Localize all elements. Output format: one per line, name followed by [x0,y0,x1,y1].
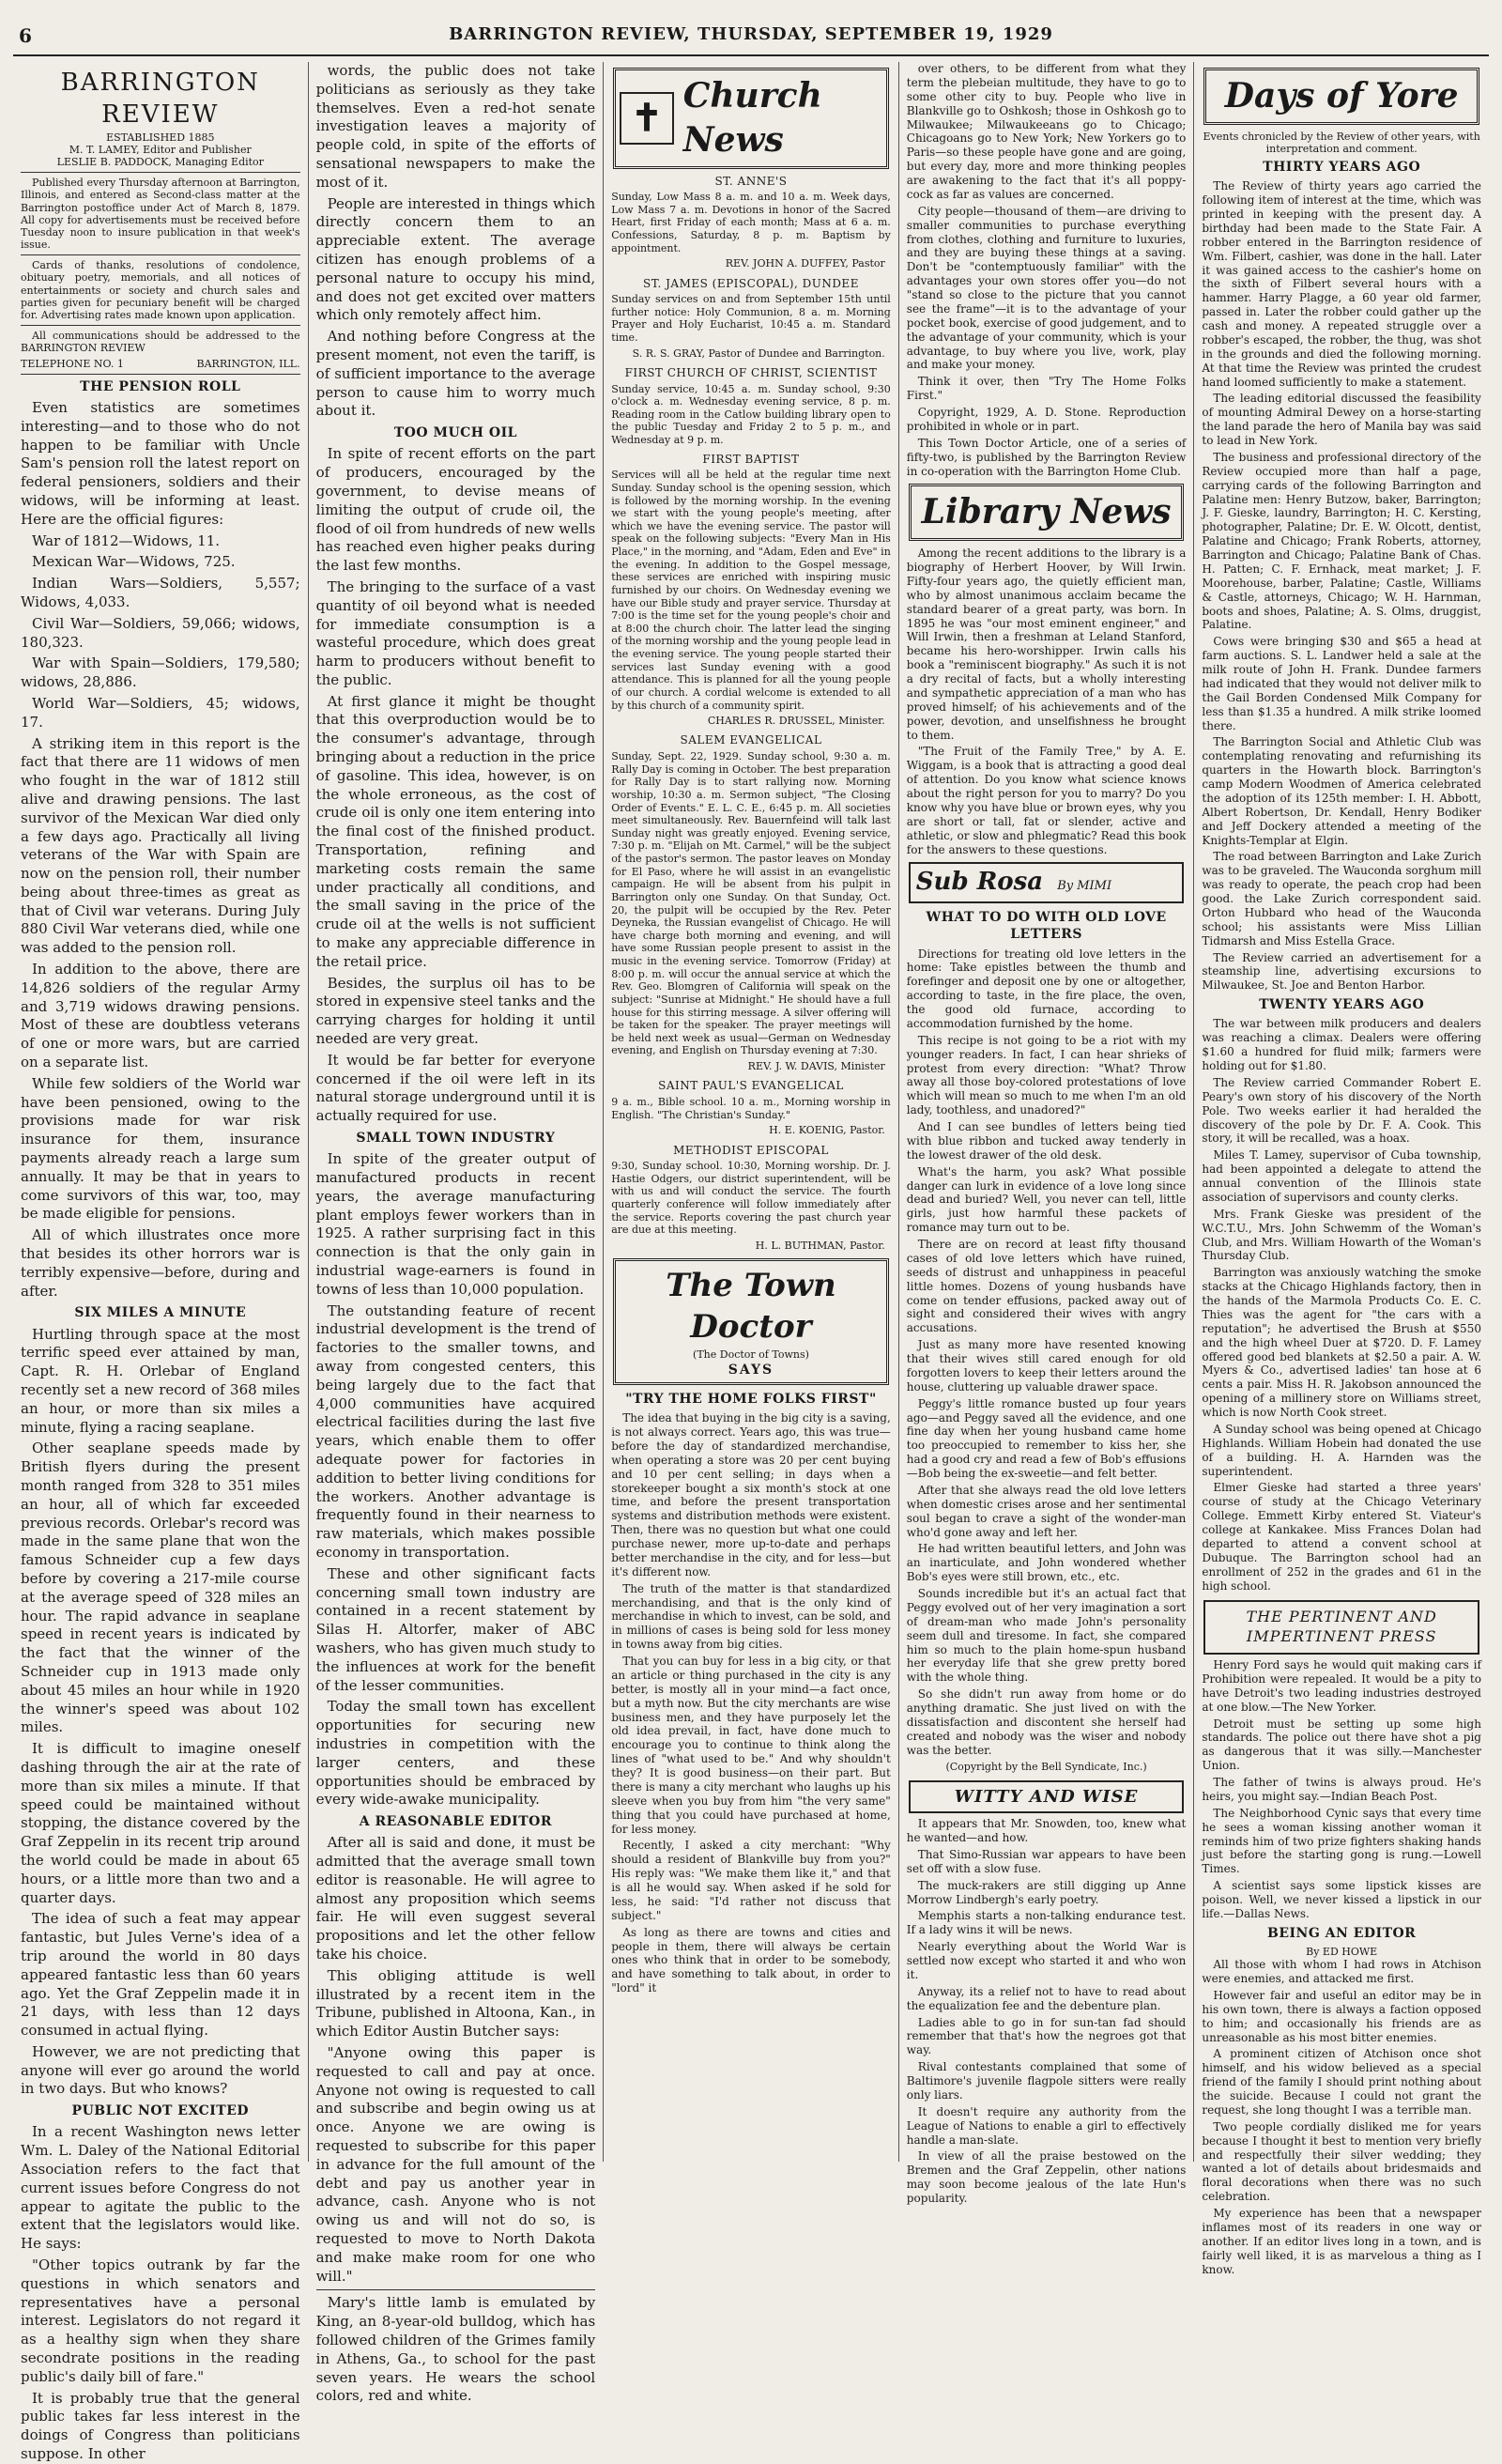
witty-item: Rival contestants complained that some of Baltimore's juvenile flagpole sitters were really only liars. [906,2060,1187,2102]
yore-paragraph: The road between Barrington and Lake Zurich was to be graveled. The Wauconda sorghum mill was ready to operate, the peach crop had been good. the Lake Zurich correspondent said. Orton Hubbard who head of the Wauconda school; his assistants were Miss Lillian Tidmarsh and Miss Estella Grace. [1202,850,1481,947]
yore-paragraph: The Barrington Social and Athletic Club was contemplating renovating and refurnishing its quarters in the Howarth block. Barrington's camp Modern Woodmen of America celebrated the adoption of its 125th member: I. H. Abbott, Albert Robertson, Dr. Kendall, Henry Bodiker and Jeff Dockery attended a meeting of the Knights-Templar at Elgin. [1202,735,1481,847]
being-editor-paragraph: My experience has been that a newspaper inflames most of its readers in one way or another. If an editor lives long in a town, and is fairly well liked, it is as marvelous a thing as I know. [1202,2207,1481,2276]
public-continued: words, the public does not take politicians as seriously as they take themselves. Even a red-hot senate investigation leaves a majority of people cold, in spite of the efforts of sensational newspapers to make the most of it. [315,62,596,191]
library-paragraph: Among the recent additions to the library is a biography of Herbert Hoover, by Will Irwin. Fifty-four years ago, the quietly efficient man, who by almost unanimous acclaim became the standard bearer of a great party, was born. In 1895 he was "our most eminent engineer," and Will Irwin, then a freshman at Leland Stanford, became his hero-worshipper. Irwin calls his book a "reminiscent biography." As such it is not a dry recital of facts, but a wholly interesting and sympathetic appreciation of a man who has proved himself; of his achievements and of the power, devotion, and unselfishness he brought to them. [906,547,1187,742]
column-2 [309,62,605,2405]
church-name: FIRST BAPTIST [702,452,800,466]
six-miles-paragraph: However, we are not predicting that anyone will ever go around the world in two days. But who knows? [21,2042,300,2098]
series-line: This Town Doctor Article, one of a series of fifty-two, is published by the Barrington Review in co-operation with the Barrington Home Club. [906,436,1187,478]
sub-rosa-byline: By MIMI [1057,879,1112,894]
sub-rosa-paragraph: And I can see bundles of letters being tied with blue ribbon and tucked away tenderly in the lowest drawer of the old desk. [906,1120,1187,1162]
yore-paragraph: Cows were bringing $30 and $65 a head at farm auctions. S. L. Landwer held a sale at the milk route of John H. Frank. Dundee farmers had indicated that they would not deliver milk to the Gail Borden Condensed Milk Company for less than $1.35 a hundred. A milk strike loomed there. [1202,635,1481,732]
industry-title: SMALL TOWN INDUSTRY [356,1131,556,1147]
yore-paragraph: A Sunday school was being opened at Chicago Highlands. William Hobein had donated the use of a building. H. A. Harnden was the superintendent. [1202,1422,1481,1478]
paper-name: BARRINGTON REVIEW [60,69,260,129]
six-miles-paragraph: Other seaplane speeds made by British flyers during the present month ranged from 328 to 351 miles an hour, all of which far exceeded previous records. Orlebar's record was made in the same plane that won the famous Schneider cup a few days before by covering a 217-mile course at the average speed of 328 miles an hour. The rapid advance in seaplane speed in recent years is indicated by the fact that the winner of the Schneider cup in 1913 made only about 45 miles an hour while in 1920 the winner's speed was about 102 miles. [21,1440,300,1736]
editor-line: M. T. LAMEY, Editor and Publisher [69,143,252,156]
oil-paragraph: In spite of recent efforts on the part of producers, encouraged by the government, to devise means of limiting the output of crude oil, the flood of oil from hundreds of new wells has reached even higher peaks during the last few months. [315,445,596,575]
church-pastor: H. E. KOENIG, Pastor. [769,1124,885,1137]
sub-rosa-paragraph: After that she always read the old love letters when domestic crises arose and her sentimental soul began to crave a sight of the wonder-man who'd gone away and left her. [906,1483,1187,1539]
press-item: Henry Ford says he would quit making cars if Prohibition were repealed. It would be a pity to have Detroit's two leading industries destroyed at one blow.—The New Yorker. [1202,1658,1481,1714]
witty-item: It doesn't require any authority from the League of Nations to enable a girl to effectively handle a man-slate. [906,2104,1187,2147]
being-editor-paragraph: However fair and useful an editor may be in his own town, there is always a faction opposed to him; and occasionally his friends are as unreasonable as his most bitter enemies. [1202,1988,1481,2044]
sub-rosa-paragraph: Sounds incredible but it's an actual fact that Peggy evolved out of her very imagination a sort of dream-man who made John's personality seem dull and tiresome. In fact, she compared him so much to the plain home-spun husband her everyday life that she grew pretty bored with the whole thing. [906,1587,1187,1685]
try-continued: over others, to be different from what they term the plebeian multitude, they have to go to some other city to buy. People who live in Blankville go to Oshkosh; those in Oshkosh go to Milwaukee; Milwaukeeans go to Chicago; Chicagoans go to New York; New Yorkers go to Paris—so these people have gone and are going, but every day, more and more thinking peoples are awakening to the fact that it's all poppy-cock as far as values are concerned. [906,62,1187,201]
yore-paragraph: The business and professional directory of the Review occupied more than half a page, carrying cards of the following Barrington and Palatine men: Henry Butzow, baker, Barrington; J. F. Gieske, laundry, Barrington; H. C. Kersting, photographer, Palatine; Dr. E. W. Olcott, dentist, Palatine and Chicago; Frank Roberts, attorney, Barrington and Chicago; Palatine Bank of Chas. H. Patten; C. F. Ernhack, meat market; J. F. Moorehouse, barber, Palatine; Castle, Williams & Castle, attorneys, Chicago; W. H. Harnman, boots and shoes, Palatine; A. S. Olms, druggist, Palatine. [1202,450,1481,632]
pension-line: World War—Soldiers, 45; widows, 17. [21,694,300,731]
try-paragraph: As long as there are towns and cities and people in them, there will always be certain ones who think that in order to be somebody, and have something to talk about, in order to "lord" it [611,1925,891,1995]
church-name: SALEM EVANGELICAL [680,733,822,747]
press-item: Detroit must be setting up some high standards. The police out there have shot a pig as dangerous that it was silly.—Manchester Union. [1202,1717,1481,1773]
pension-line: Civil War—Soldiers, 59,066; widows, 180,323. [21,614,300,651]
witty-item: Nearly everything about the World War is settled now except who started it and who won it. [906,1940,1187,1981]
town-doctor-title: The Town Doctor [666,1267,836,1347]
witty-item: It appears that Mr. Snowden, too, knew what he wanted—and how. [906,1817,1187,1845]
library-news-title: Library News [921,492,1172,532]
church-pastor: REV. J. W. DAVIS, Minister [747,1060,885,1073]
oil-title: TOO MUCH OIL [393,425,517,441]
industry-paragraph: These and other significant facts concerning small town industry are contained in a recent statement by Silas H. Altorfer, maker of ABC washers, who has given much study to the influences at work for the benefit of the lesser communities. [315,1564,596,1694]
columns [13,62,1489,2463]
lamb-paragraph: Mary's little lamb is emulated by King, an 8-year-old bulldog, which has followed children of the Grimes family in Athens, Ga., to school for the past seven years. He wears the school colors, red and white. [315,2294,596,2405]
yore-paragraph: Elmer Gieske had started a three years' course of study at the Chicago Veterinary College. Emmett Kirby entered St. Viateur's college at Kankakee. Miss Frances Dolan had departed to attend a convent school at Dubuque. The Barrington school had an enrollment of 252 in the grades and 61 in the high school. [1202,1481,1481,1593]
sub-rosa-paragraph: He had written beautiful letters, and John was an inarticulate, and John wondered whether Bob's eyes were still brown, etc., etc. [906,1542,1187,1584]
public-title: PUBLIC NOT EXCITED [71,2103,250,2119]
oil-paragraph: At first glance it might be thought that this overproduction would be to the consumer's advantage, through bringing about a reduction in the price of gasoline. This idea, however, is on the whole erroneous, as the cost of crude oil is only one item entering into the final cost of the finished product. Transportation, refining and marketing costs remain the same under practically all conditions, and the small saving in the price of the crude oil at the wells is not sufficient to make any appreciable difference in the retail price. [315,692,596,970]
try-paragraph: The truth of the matter is that standardized merchandising, and that is the only kind of merchandise in which to invest, can be sold, and in millions of cases is being sold for less money in towns away from big cities. [611,1581,891,1652]
twenty-years-title: TWENTY YEARS AGO [1259,997,1425,1013]
being-editor-paragraph: Two people cordially disliked me for years because I thought it best to mention very briefly and respectfully their silver wedding; they wanted a lot of details about bridesmaids and floral decorations when there was no such celebration. [1202,2119,1481,2204]
industry-paragraph: In spite of the greater output of manufactured products in recent years, the average manufacturing plant employs fewer workers than in 1925. A rather surprising fact in this connection is that the only gain in industrial wage-earners is found in towns of less than 10,000 population. [315,1150,596,1298]
sub-rosa-paragraph: Just as many more have resented knowing that their wives still cared enough for old forgotten lovers to keep their letters around the house, cluttering up valuable drawer space. [906,1338,1187,1394]
church-name: SAINT PAUL'S EVANGELICAL [658,1079,844,1093]
try-home-folks-title: "TRY THE HOME FOLKS FIRST" [625,1392,877,1408]
church-schedule: Services will all be held at the regular time next Sunday. Sunday school is the opening session, which is followed by the morning worship. In the evening we start with the young people's meeting, after which we have the evening service. The pastor will speak on the following subjects: "Every Man in His Place," in the morning, and "Adam, Eden and Eve" in the evening. In addition to the Gospel message, these services are enriched with inspiring music furnished by our choirs. On Wednesday evening we have our Bible study and prayer service. Thursday at 7:00 is the time set for the young people's choir and at 8:00 the church choir. The latter lead the singing of the morning worship and the young people lead in the evening service. The young people started their services last Sunday evening with a good attendance. This is planned for all the young people of our church. A cordial welcome is extended to all by this church of a community spirit. [611,469,891,712]
telephone: TELEPHONE NO. 1 [21,357,124,370]
pension-line: War with Spain—Soldiers, 179,580; widows, 28,886. [21,654,300,691]
yore-paragraph: The war between milk producers and dealers was reaching a climax. Dealers were offering $1.60 a hundred for fluid milk; farmers were holding out for $1.80. [1202,1017,1481,1073]
church-schedule: Sunday services on and from September 15th until further notice: Holy Communion, 8 a. m. Morning Prayer and Holy Eucharist, 10:45 a. m. Standard time. [611,293,891,345]
pension-paragraph: In addition to the above, there are 14,826 soldiers of the regular Army and 3,719 widows drawing pensions. Most of these are doubtless veterans of one or more wars, but are carried on a separate list. [21,961,300,1071]
pension-title: THE PENSION ROLL [80,378,241,394]
yore-paragraph: The Review carried an advertisement for a steamship line, advertising excursions to Milwaukee, St. Joe and Benton Harbor. [1202,950,1481,993]
yore-paragraph: The Review carried Commander Robert E. Peary's own story of his discovery of the North Pole. Two weeks earlier it had heralded the discovery of the pole by Dr. F. A. Cook. This story, it will be recalled, was a hoax. [1202,1075,1481,1146]
try-paragraph: Think it over, then "Try The Home Folks First." [906,375,1187,403]
yore-paragraph: The leading editorial discussed the feasibility of mounting Admiral Dewey on a horse-starting the land parade the hero of Manila bay was said to lead in New York. [1202,392,1481,448]
publication-notice: Published every Thursday afternoon at Barrington, Illinois, and entered as Second-class matter at the Barrington postoffice under Act of March 8, 1879. All copy for advertisements must be received before Tuesday noon to insure publication in that week's issue. [21,177,300,252]
witty-item: Anyway, its a relief not to have to read about the equalization fee and the debenture plan. [906,1984,1187,2012]
church-schedule: Sunday, Sept. 22, 1929. Sunday school, 9:30 a. m. Rally Day is coming in October. The best preparation for Rally Day is to start rallying now. Morning worship, 10:30 a. m. Sermon subject, "The Closing Order of Events." E. L. C. E., 6:45 p. m. All societies meet simultaneously. Rev. Bauernfeind will talk last Sunday night was greatly enjoyed. Evening service, 7:30 p. m. "Elijah on Mt. Carmel," will be the subject of the pastor's sermon. The pastor leaves on Monday for El Paso, where he will assist in an evangelistic campaign. He will be absent from his pulpit in Barrington only one Sunday. On that Sunday, Oct. 20, the pulpit will be occupied by the Rev. Peter Deyneka, the Russian evangelist of Chicago. He will have charge both morning and evening, and will have some Russian people present to assist in the music in the evening service. Tomorrow (Friday) at 8:00 p. m. will occur the annual service at which the Rev. Geo. Blomgren of California will speak on the subject: "Sunrise at Midnight." He should have a full house for this stirring message. A silver offering will be taken for the speaker. The prayer meetings will be held next week as usual—German on Wednesday evening, and English on Thursday evening at 7:30. [611,750,891,1057]
masthead-title: BARRINGTON REVIEW, THURSDAY, SEPTEMBER 19, 1929 [449,24,1053,44]
sub-rosa-paragraph: So she didn't run away from home or do anything dramatic. She just lived on with the dissatisfaction and discontent she herself had created and nobody was the wiser and nobody was the better. [906,1687,1187,1757]
editor-paragraph: This obliging attitude is well illustrated by a recent item in the Tribune, published in Altoona, Kan., in which Editor Austin Butcher says: [315,1966,596,2040]
church-pastor: REV. JOHN A. DUFFEY, Pastor [725,257,885,270]
industry-paragraph: Today the small town has excellent opportunities for securing new industries in competition with the larger centers, and these opportunities should be embraced by every wide-awake municipality. [315,1698,596,1809]
established-line: ESTABLISHED 1885 [106,131,215,144]
public-paragraph: And nothing before Congress at the present moment, not even the tariff, is of sufficient importance to the average person to cause him to worry much about it. [315,328,596,420]
try-paragraph: City people—thousand of them—are driving to smaller communities to purchase everything from clothes, clothing and furniture to luxuries, and they are buying these things at a saving. Don't be "contemptuously familiar" with the advantages your own stores offer you—do not "stand so close to the picture that you cannot see the frame"—it is to the advantage of your pocket book, exercise of good judgement, and to the advantage of your community, which is your advantage, to buy where you live, work, play and make your money. [906,204,1187,372]
column-5 [1194,62,1489,2276]
address-notice: All communications should be addressed to the BARRINGTON REVIEW [21,330,300,355]
sub-rosa-paragraph: What's the harm, you ask? What possible danger can lurk in evidence of a love long since dead and buried? Well, you never can tell, little girls, just how harmful these packets of romance may turn out to be. [906,1164,1187,1235]
sub-rosa-paragraph: Peggy's little romance busted up four years ago—and Peggy saved all the evidence, and one fine day when her young husband came home too preoccupied to remember to kiss her, she had a good cry and read a few of Bob's effusions—Bob being the ex-sweetie—and felt better. [906,1396,1187,1481]
church-schedule: Sunday service, 10:45 a. m. Sunday school, 9:30 o'clock a. m. Wednesday evening service, 8 p. m. Reading room in the Catlow building library open to the public Tuesday and Friday 2 to 5 p. m., and Wednesday at 9 p. m. [611,382,891,447]
town-doctor-subtitle: (The Doctor of Towns) [693,1348,809,1361]
town-doctor-header [613,1258,889,1385]
page-number: 6 [19,24,32,47]
yore-paragraph: Barrington was anxiously watching the smoke stacks at the Chicago Highlands factory, then in the hands of the Marmola Products Co. E. C. Thies was the agent for "the cars with a reputation"; he advertised the Brush at $550 and the high wheel Duer at $720. D. F. Lamey offered good bed blankets at $2.50 a pair. A. W. Myers & Co., advertised ladies' tan hose at 6 cents a pair. Miss H. R. Jakobson announced the opening of a millinery store on Williams street, which is now North Cook street. [1202,1266,1481,1420]
church-pastor: H. L. BUTHMAN, Pastor. [755,1239,885,1252]
yore-paragraph: Mrs. Frank Gieske was president of the W.C.T.U., Mrs. John Schwemm of the Woman's Club, and Mrs. William Howarth of the Woman's Thursday Club. [1202,1207,1481,1263]
pension-line: War of 1812—Widows, 11. [32,531,221,549]
days-of-yore-intro: Events chronicled by the Review of other years, with interpretation and comment. [1203,130,1480,155]
sub-rosa-copyright: (Copyright by the Bell Syndicate, Inc.) [945,1760,1147,1773]
being-editor-paragraph: A prominent citizen of Atchison once shot himself, and his widow believed as a special friend of the family I should print nothing about the suicide. Because I could not grant the request, she long thought I was a terrible man. [1202,2047,1481,2117]
sub-rosa-title: Sub Rosa [915,868,1044,897]
church-news-title: Church News [682,76,822,160]
six-miles-paragraph: The idea of such a feat may appear fantastic, but Jules Verne's idea of a trip around the world in 80 days appeared fantastic less than 60 years ago. Yet the Graf Zeppelin made it in 21 days, with less than 12 days consumed in actual flying. [21,1910,300,2040]
try-paragraph: The idea that buying in the big city is a saving, is not always correct. Years ago, this was true—before the day of standardized merchandise, when operating a store was 20 per cent buying and 10 per cent selling; in days when a storekeeper bought a six month's stock at one time, and before the present transportation systems and distribution methods were existent. Then, there was no question but what one could purchase newer, more up-to-date and perhaps better merchandise in the city, and for less—but it's different now. [611,1411,891,1578]
sub-rosa-paragraph: Directions for treating old love letters in the home: Take epistles between the thumb and forefinger and deposit one by one or altogether, according to taste, in the fire place, the oven, the good old furnace, according to accommodation furnished by the home. [906,947,1187,1030]
editor-title: A REASONABLE EDITOR [359,1814,552,1830]
yore-paragraph: The Review of thirty years ago carried the following item of interest at the time, which was printed in keeping with the present day. A birthday had been made to the State Fair. A robber entered in the Barrington residence of Wm. Filbert, cashier, was done in the hall. Later it was gained access to the cashier's home on the sixth of Filbert several hours with a hammer. Harry Plagge, a 60 year old farmer, passed in. Later the robber could gather up the cash and money. A repeated struggle over a robber's escaped, the robber, the thug, was shot in the grounds and died the following morning. At that time the Review was printed the crudest hand loomed sufficiently to make a statement. [1202,179,1481,389]
column-3 [604,62,899,2162]
cross-icon: ✝ [620,92,674,145]
copyright-line: Copyright, 1929, A. D. Stone. Reproduction prohibited in whole or in part. [906,406,1187,433]
public-paragraph: "Other topics outrank by far the questions in which senators and representatives have a personal interest. Legislators do not regard it as a healthy sign when they share secondrate positions in the reading public's daily bill of fare." [21,2256,300,2385]
press-item: A scientist says some lipstick kisses are poison. Well, we never kissed a lipstick in our life.—Dallas News. [1202,1879,1481,1920]
pension-paragraph: All of which illustrates once more that besides its other horrors war is terribly expensive—before, during and after. [21,1226,300,1300]
being-editor-byline: By ED HOWE [1306,1945,1378,1958]
church-pastor: CHARLES R. DRUSSEL, Minister. [707,715,885,728]
witty-item: Ladies able to go in for sun-tan fad should remember that that's how the negroes got that way. [906,2015,1187,2057]
pension-intro: Even statistics are sometimes interesting—and to those who do not happen to be familiar with Uncle Sam's pension roll the latest report on federal pensioners, soldiers and their widows, will be informing at least. Here are the official figures: [21,398,300,528]
press-item: The father of twins is always proud. He's heirs, you might say.—Indian Beach Post. [1202,1776,1481,1803]
church-schedule: 9 a. m., Bible school. 10 a. m., Morning worship in English. "The Christian's Sunday." [611,1095,891,1121]
sub-rosa-headline: WHAT TO DO WITH OLD LOVE LETTERS [926,910,1167,943]
pertinent-press-header: THE PERTINENT AND IMPERTINENT PRESS [1203,1600,1479,1655]
library-paragraph: "The Fruit of the Family Tree," by A. E. Wiggam, is a book that is attracting a good deal of attention. Do you know what science knows about the right person for you to marry? Do you know why you have blue or brown eyes, why you are short or tall, fat or slender, active and athletic, or slow and phlegmatic? Read this book for the answers to these questions. [906,745,1187,856]
days-of-yore-title: Days of Yore [1224,76,1459,116]
witty-item: Memphis starts a non-talking endurance test. If a lady wins it will be news. [906,1909,1187,1937]
six-miles-paragraph: Hurtling through space at the most terrific speed ever attained by man, Capt. R. H. Orlebar of England recently set a new record of 368 miles an hour, or more than six miles a minute, flying a racing seaplane. [21,1325,300,1436]
library-news-header [909,484,1185,541]
being-editor-title: BEING AN EDITOR [1267,1925,1417,1941]
being-editor-paragraph: All those with whom I had rows in Atchison were enemies, and attacked me first. [1202,1958,1481,1986]
pension-paragraph: While few soldiers of the World war have been pensioned, owing to the provisions made for war risk insurance for them, insurance payments already reach a large sum annually. It may be that in years to come survivors of this war, too, may be made eligible for pensions. [21,1074,300,1223]
try-paragraph: That you can buy for less in a big city, or that an article or thing purchased in the city is any better, is mostly all in your mind—a fact once, but a myth now. But the city merchants are wise business men, and they have purposely let the old idea prevail, in fact, have done much to encourage you to continue to think along the lines of "what used to be." And why shouldn't they? It is good business—on their part. But there is many a city merchant who laughs up his sleeve when you buy from him "the very same" thing that you could have purchased at home, for less money. [611,1655,891,1836]
church-schedule: 9:30, Sunday school. 10:30, Morning worship. Dr. J. Hastie Odgers, our district superintendent, will be with us and will conduct the service. The fourth quarterly conference will follow immediately after the service. Reports covering the past church year are due at this meeting. [611,1160,891,1237]
days-of-yore-header [1203,68,1479,125]
church-name: FIRST CHURCH OF CHRIST, SCIENTIST [624,366,878,379]
industry-paragraph: The outstanding feature of recent industrial development is the trend of factories to the smaller towns, and away from congested centers, this being largely due to the fact that 4,000 communities have acquired electrical facilities during the last five years, which enable them to offer adequate power for factories in addition to better living conditions for the workers. Another advantage is frequently found in their nearness to raw materials, which makes possible economy in transportation. [315,1301,596,1561]
oil-paragraph: It would be far better for everyone concerned if the oil were left in its natural storage underground until it is actually required for use. [315,1051,596,1125]
masthead-bar [13,8,1489,56]
sub-rosa-paragraph: There are on record at least fifty thousand cases of old love letters which have ruined, seeds of distrust and unhappiness in peaceful little homes. Dozens of young husbands have come on tender effusions, packed away out of sight and considered their wives with angry accusations. [906,1238,1187,1335]
pension-line: Mexican War—Widows, 725. [32,553,236,571]
sub-rosa-paragraph: This recipe is not going to be a riot with my younger readers. In fact, I can hear shrieks of protest from every direction: "What? Throw away all those boy-colored protestations of love which will mean so much to me when I'm an old lady, toothless, and unadored?" [906,1033,1187,1117]
oil-paragraph: Besides, the surplus oil has to be stored in expensive steel tanks and the carrying charges for holding it until needed are very great. [315,974,596,1048]
church-news-header [613,68,889,169]
six-miles-title: SIX MILES A MINUTE [74,1305,247,1321]
column-1 [13,62,309,2463]
oil-paragraph: The bringing to the surface of a vast quantity of oil beyond what is needed for immediate consumption is a wasteful procedure, which does great harm to producers without benefit to the public. [315,578,596,688]
witty-item: In view of all the praise bestowed on the Bremen and the Graf Zeppelin, other nations may soon become jealous of the late Hun's popularity. [906,2149,1187,2206]
six-miles-paragraph: It is difficult to imagine oneself dashing through the air at the rate of more than six miles a minute. If that speed could be maintained without stopping, the distance covered by the Graf Zeppelin in its recent trip around the world could be made in about 65 hours, or a little more than two and a quarter days. [21,1740,300,1906]
public-paragraph: People are interested in things which directly concern them to an appreciable extent. The average citizen has enough problems of a personal nature to occupy his mind, and does not get excited over matters which only remotely affect him. [315,194,596,324]
editor-paragraph: "Anyone owing this paper is requested to call and pay at once. Anyone not owing is requested to call and subscribe and begin owing us at once. Anyone we are owing is requested to subscribe for this paper in advance for the full amount of the debt and pay us another year in advance, cash. Anyone who is not owing us and will not do so, is requested to move to North Dakota and make make room for one who will." [315,2044,596,2285]
thirty-years-title: THIRTY YEARS AGO [1263,160,1421,176]
church-pastor: S. R. S. GRAY, Pastor of Dundee and Barrington. [632,346,885,360]
press-item: The Neighborhood Cynic says that every time he sees a woman kissing another woman it reminds him of two prize fighters shaking hands just before the starting gong is rung.—Lowell Times. [1202,1806,1481,1876]
public-paragraph: It is probably true that the general public takes far less interest in the doings of Congress than politicians suppose. In other [21,2389,300,2463]
town-doctor-says: SAYS [728,1362,774,1378]
witty-item: The muck-rakers are still digging up Anne Morrow Lindbergh's early poetry. [906,1878,1187,1906]
column-4 [899,62,1195,2206]
try-paragraph: Recently, I asked a city merchant: "Why should a resident of Blankville buy from you?" His reply was: "We make them like it," and that is all he would say. When asked if he sold for less, he said: "I'd rather not discuss that subject." [611,1839,891,1922]
public-paragraph: In a recent Washington news letter Wm. L. Daley of the National Editorial Association refers to the fact that current issues before Congress do not appear to agitate the public to the extent that the legislators would like. He says: [21,2123,300,2253]
witty-wise-header: WITTY AND WISE [909,1780,1185,1813]
town: BARRINGTON, ILL. [196,357,300,370]
pension-paragraph: A striking item in this report is the fact that there are 11 widows of men who fought in the war of 1812 still alive and drawing pensions. The last survivor of the Mexican War died only a few days ago. Practically all living veterans of the War with Spain are now on the pension roll, their number being about three-times as great as that of Civil war veterans. During July 880 Civil War veterans died, while one was added to the pension roll. [21,734,300,957]
managing-editor-line: LESLIE B. PADDOCK, Managing Editor [56,155,264,168]
church-name: ST. JAMES (EPISCOPAL), DUNDEE [643,276,859,290]
yore-paragraph: Miles T. Lamey, supervisor of Cuba township, had been appointed a delegate to attend the annual convention of the Illinois state association of supervisors and county clerks. [1202,1148,1481,1204]
church-name: METHODIST EPISCOPAL [673,1143,829,1157]
witty-item: That Simo-Russian war appears to have been set off with a slow fuse. [906,1847,1187,1875]
sub-rosa-header [909,862,1185,903]
editor-paragraph: After all is said and done, it must be admitted that the average small town editor is reasonable. He will agree to almost any proposition which seems fair. He will even suggest several propositions and let the other fellow take his choice. [315,1834,596,1964]
cards-notice: Cards of thanks, resolutions of condolence, obituary poetry, memorials, and all notices of entertainments or society and church sales and parties given for pecuniary benefit will be charged for. Advertising rates made known upon application. [21,259,300,322]
church-name: ST. ANNE'S [714,174,788,188]
church-schedule: Sunday, Low Mass 8 a. m. and 10 a. m. Week days, Low Mass 7 a. m. Devotions in honor of the Sacred Heart, first Friday of each month; Mass at 6 a. m. Confessions, Saturday, 8 p. m. Baptism by appointment. [611,191,891,254]
pension-line: Indian Wars—Soldiers, 5,557; Widows, 4,033. [21,575,300,610]
